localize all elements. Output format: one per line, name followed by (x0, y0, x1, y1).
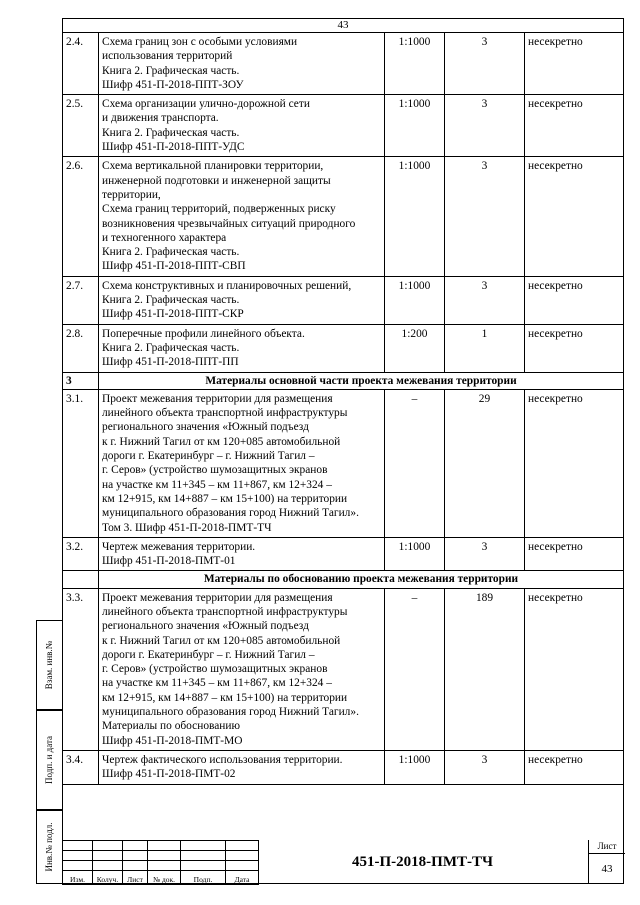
row-title-line: Книга 2. Графическая часть. (102, 341, 240, 354)
table-row (63, 389, 624, 537)
row-sheet-count: 3 (445, 33, 525, 95)
row-scale: 1:1000 (385, 157, 445, 276)
row-title-line: Книга 2. Графическая часть. (102, 294, 240, 307)
revision-header: Изм. (63, 871, 93, 885)
row-title-line: на участке км 11+345 – км 11+867, км 12+324 – (102, 478, 332, 491)
section-number (63, 571, 99, 588)
row-number: 2.7. (63, 276, 99, 324)
row-classification: несекретно (525, 276, 624, 324)
row-title-line: использования территорий (102, 50, 233, 63)
row-classification: несекретно (525, 33, 624, 95)
row-scale: 1:1000 (385, 33, 445, 95)
row-title-line: Шифр 451-П-2018-ПМТ-02 (102, 768, 236, 781)
row-title-line: Чертеж фактического использования территории. (102, 753, 343, 766)
table-row (63, 95, 624, 157)
row-sheet-count: 3 (445, 750, 525, 784)
section-row (63, 372, 624, 389)
revision-header: № док. (148, 871, 181, 885)
row-scale: 1:1000 (385, 537, 445, 571)
revision-header: Подп. (181, 871, 226, 885)
section-title: Материалы основной части проекта межевания территории (99, 372, 624, 389)
table-row (63, 276, 624, 324)
row-scale: 1:200 (385, 324, 445, 372)
row-title-line: регионального значения «Южный подъезд (102, 421, 309, 434)
row-number: 3.3. (63, 588, 99, 750)
revision-header: Дата (226, 871, 259, 885)
revision-header: Лист (123, 871, 148, 885)
row-sheet-count: 3 (445, 537, 525, 571)
row-title-line: Схема границ зон с особыми условиями (102, 36, 298, 48)
revision-header: Колуч. (93, 871, 123, 885)
row-title-line: к г. Нижний Тагил от км 120+085 автомобильной (102, 634, 341, 647)
row-classification: несекретно (525, 750, 624, 784)
table-row (63, 324, 624, 372)
section-number: 3 (63, 372, 99, 389)
row-scale: 1:1000 (385, 750, 445, 784)
sheet-label: Лист (589, 840, 625, 854)
row-title (99, 157, 385, 276)
row-title-line: км 12+915, км 14+887 – км 15+100) на территории (102, 691, 348, 704)
row-title-line: Том 3. Шифр 451-П-2018-ПМТ-ТЧ (102, 521, 272, 534)
row-title-line: Схема границ территорий, подверженных риску (102, 203, 336, 216)
row-title-line: г. Серов» (устройство шумозащитных экранов (102, 464, 328, 477)
row-title-line: Шифр 451-П-2018-ППТ-УДС (102, 141, 245, 154)
row-title-line: и движения транспорта. (102, 112, 219, 125)
vzam-label: Взам. инв.№ (44, 640, 54, 690)
row-title-line: Шифр 451-П-2018-ППТ-СВП (102, 260, 246, 273)
row-title-line: Схема конструктивных и планировочных решений, (102, 279, 352, 292)
row-title-line: Проект межевания территории для размещения (102, 591, 333, 604)
row-title (99, 95, 385, 157)
row-sheet-count: 3 (445, 95, 525, 157)
row-title-line: к г. Нижний Тагил от км 120+085 автомобильной (102, 435, 341, 448)
row-sheet-count: 29 (445, 389, 525, 537)
row-title-line: Книга 2. Графическая часть. (102, 64, 240, 77)
row-title-line: Шифр 451-П-2018-ППТ-ПП (102, 356, 239, 369)
row-title-line: Поперечные профили линейного объекта. (102, 327, 305, 340)
row-title-line: возникновения чрезвычайных ситуаций природного (102, 217, 356, 230)
row-title-line: Книга 2. Графическая часть. (102, 246, 240, 259)
table-row (63, 588, 624, 750)
inv-label: Инв.№ подл. (44, 822, 54, 872)
row-sheet-count: 3 (445, 157, 525, 276)
table-row (63, 750, 624, 784)
empty-row (63, 784, 624, 785)
row-classification: несекретно (525, 95, 624, 157)
row-scale: 1:1000 (385, 95, 445, 157)
row-number: 3.1. (63, 389, 99, 537)
row-title-line: дороги г. Екатеринбург – г. Нижний Тагил – (102, 450, 315, 463)
row-title-line: Чертеж межевания территории. (102, 540, 256, 553)
row-title-line: территории, (102, 188, 161, 201)
row-title-line: линейного объекта транспортной инфраструктуры (102, 605, 348, 618)
row-classification: несекретно (525, 324, 624, 372)
row-scale: – (385, 588, 445, 750)
row-title-line: Проект межевания территории для размещения (102, 392, 333, 405)
section-title: Материалы по обоснованию проекта межевания территории (99, 571, 624, 588)
row-classification: несекретно (525, 157, 624, 276)
row-classification: несекретно (525, 537, 624, 571)
row-sheet-count: 189 (445, 588, 525, 750)
row-title (99, 276, 385, 324)
row-title-line: муниципального образования город Нижний Тагил». (102, 507, 359, 520)
row-title (99, 750, 385, 784)
document-code: 451-П-2018-ПМТ-ТЧ (352, 853, 493, 870)
row-title-line: Схема вертикальной планировки территории, (102, 160, 324, 173)
row-sheet-count: 1 (445, 324, 525, 372)
row-number: 2.6. (63, 157, 99, 276)
row-title-line: инженерной подготовки и инженерной защиты (102, 174, 331, 187)
row-title (99, 324, 385, 372)
row-title (99, 537, 385, 571)
table-row (63, 33, 624, 95)
table-row (63, 157, 624, 276)
row-sheet-count: 3 (445, 276, 525, 324)
row-number: 2.4. (63, 33, 99, 95)
title-block (62, 840, 624, 884)
table-row (63, 537, 624, 571)
row-title (99, 33, 385, 95)
row-title (99, 389, 385, 537)
row-title-line: на участке км 11+345 – км 11+867, км 12+324 – (102, 677, 332, 690)
row-number: 2.5. (63, 95, 99, 157)
sheet-number: 43 (601, 863, 613, 875)
section-row (63, 571, 624, 588)
row-title-line: дороги г. Екатеринбург – г. Нижний Тагил – (102, 648, 315, 661)
row-title (99, 588, 385, 750)
row-number: 3.2. (63, 537, 99, 571)
row-title-line: регионального значения «Южный подъезд (102, 620, 309, 633)
row-classification: несекретно (525, 389, 624, 537)
revision-grid (62, 840, 259, 885)
row-title-line: линейного объекта транспортной инфраструктуры (102, 407, 348, 420)
row-scale: – (385, 389, 445, 537)
row-title-line: Книга 2. Графическая часть. (102, 126, 240, 139)
row-title-line: Шифр 451-П-2018-ППТ-ЗОУ (102, 78, 244, 91)
sheet-box (588, 840, 625, 884)
row-title-line: Шифр 451-П-2018-ПМТ-МО (102, 734, 243, 747)
page-number-top: 43 (337, 19, 349, 31)
row-scale: 1:1000 (385, 276, 445, 324)
row-number: 3.4. (63, 750, 99, 784)
row-title-line: муниципального образования город Нижний Тагил». (102, 706, 359, 719)
row-title-line: и техногенного характера (102, 231, 227, 244)
row-classification: несекретно (525, 588, 624, 750)
row-title-line: Шифр 451-П-2018-ППТ-СКР (102, 308, 244, 321)
documents-table (62, 32, 624, 785)
row-number: 2.8. (63, 324, 99, 372)
row-title-line: Шифр 451-П-2018-ПМТ-01 (102, 555, 236, 568)
row-title-line: км 12+915, км 14+887 – км 15+100) на территории (102, 492, 348, 505)
row-title-line: г. Серов» (устройство шумозащитных экранов (102, 663, 328, 676)
podp-label: Подп. и дата (44, 735, 54, 785)
row-title-line: Схема организации улично-дорожной сети (102, 98, 310, 111)
row-title-line: Материалы по обоснованию (102, 720, 240, 733)
